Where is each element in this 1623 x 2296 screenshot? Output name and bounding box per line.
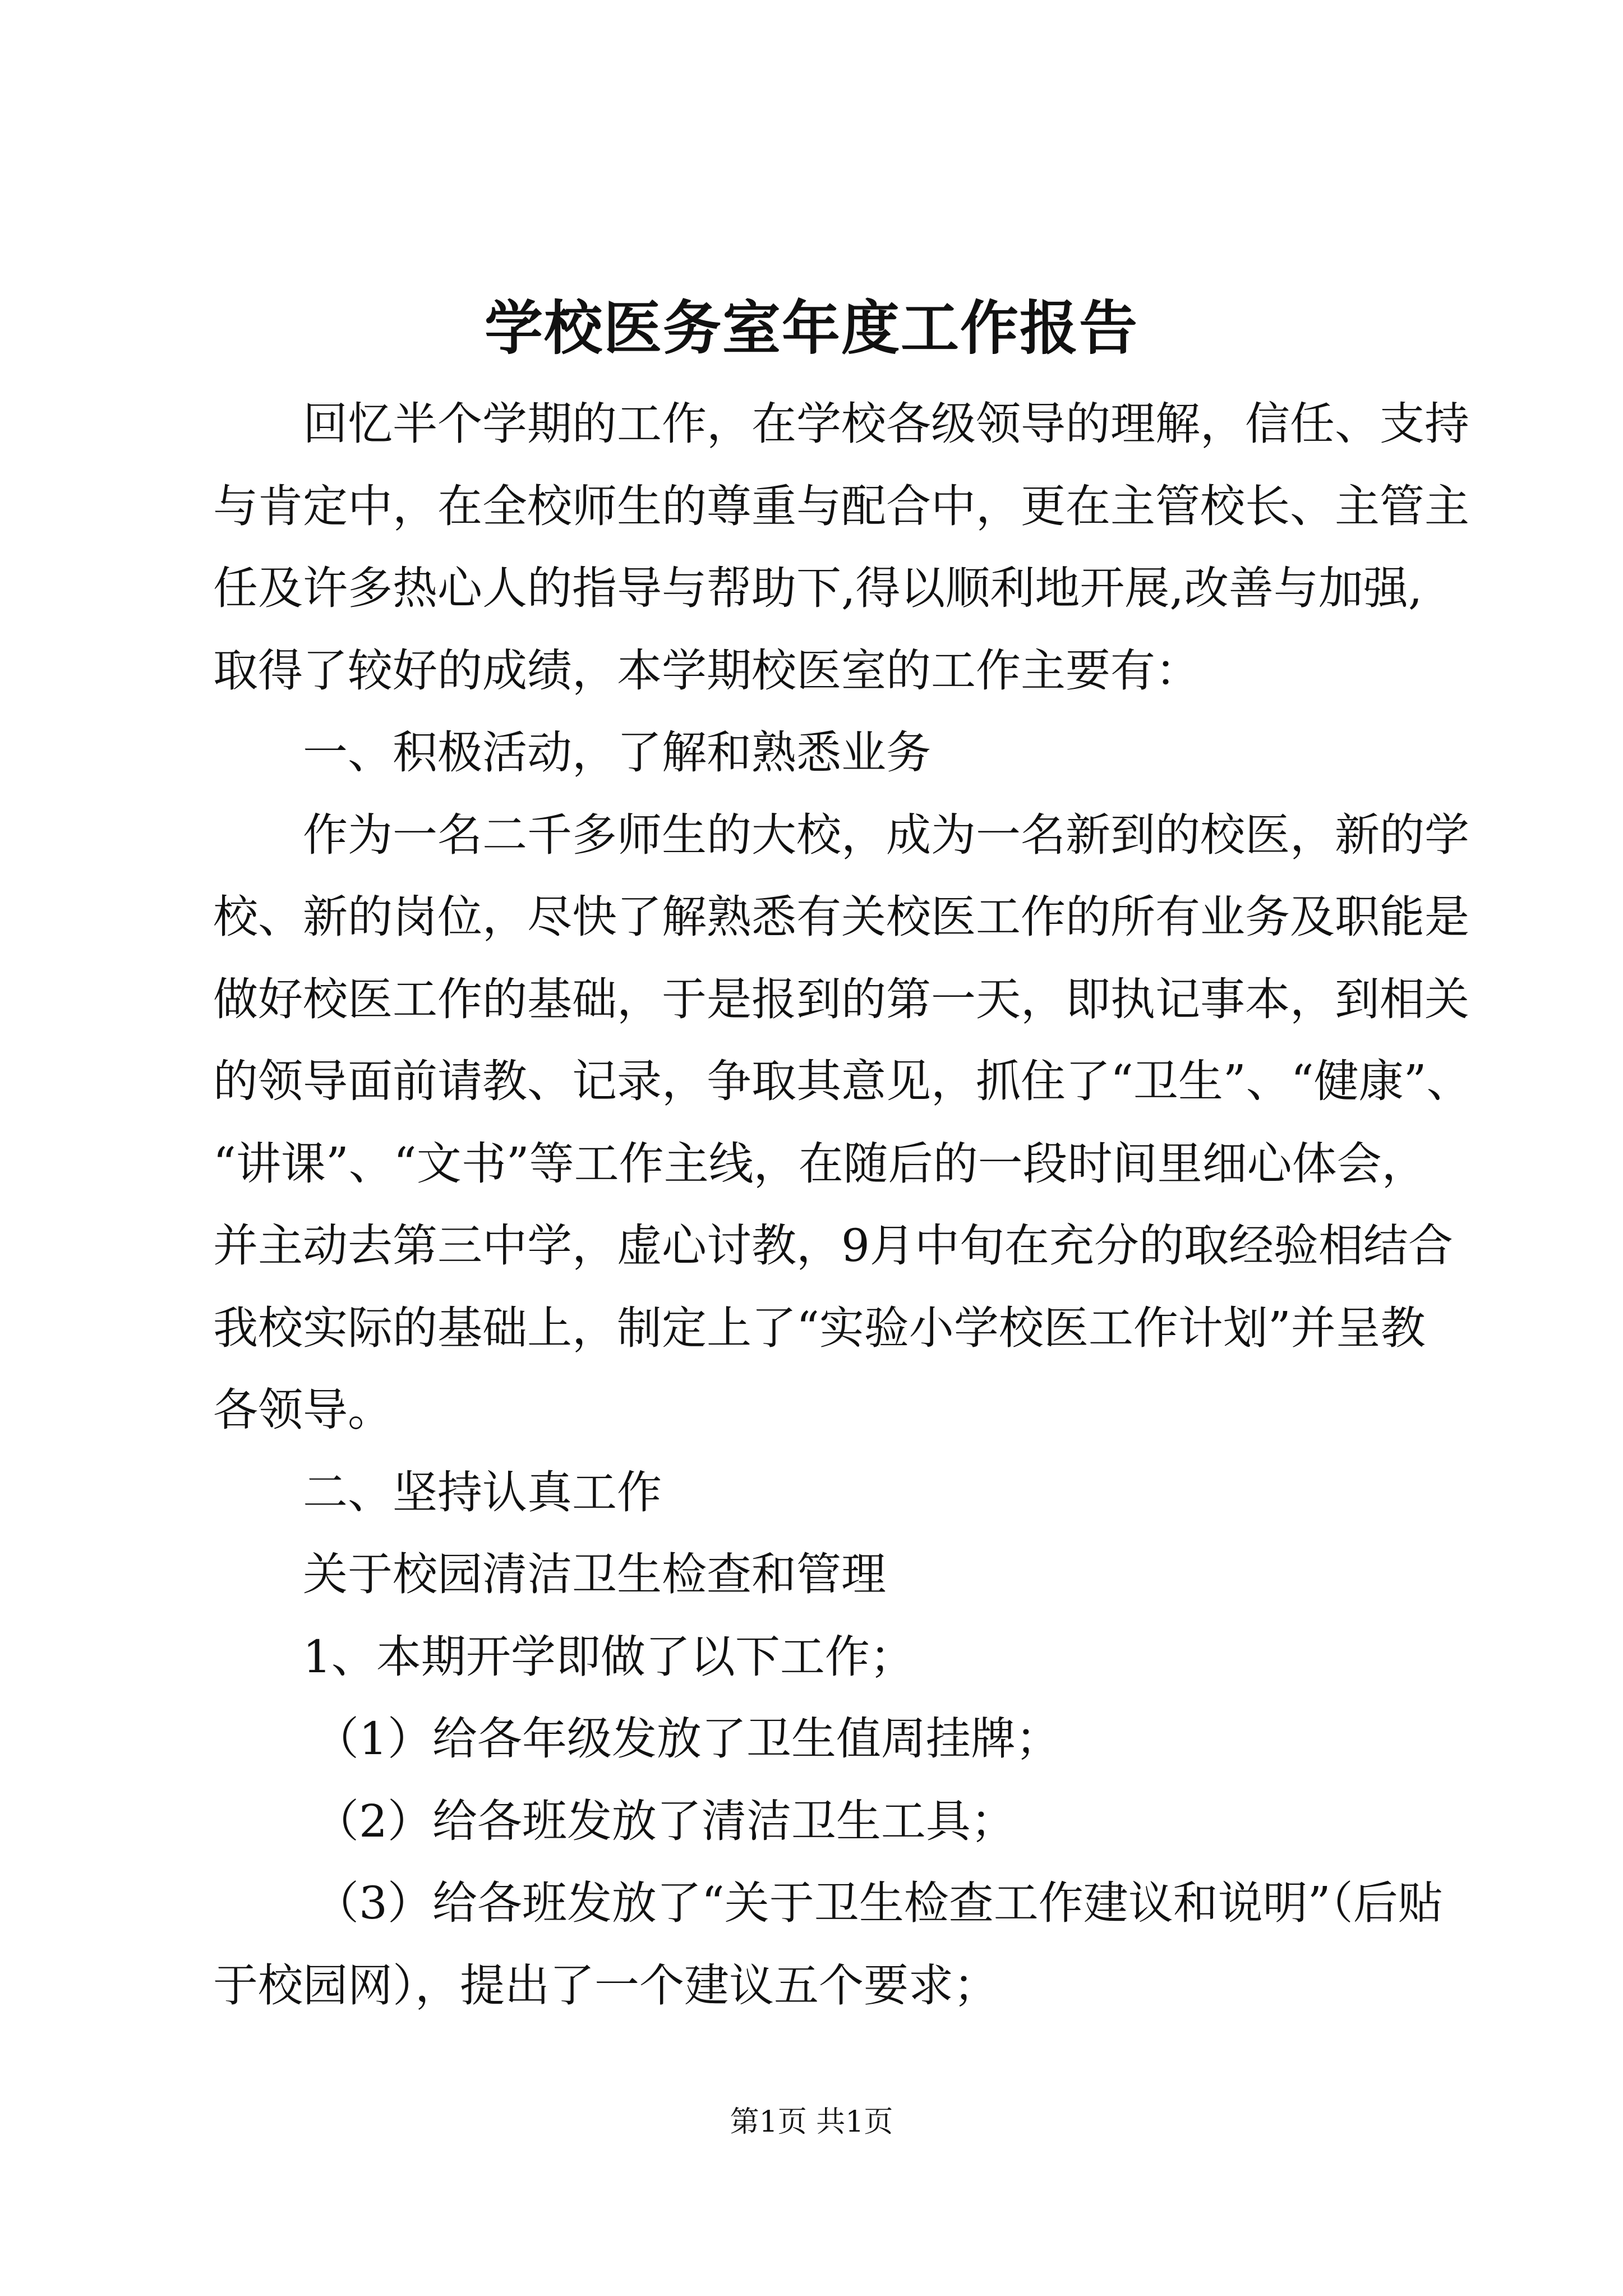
paragraph-line: 作为一名二千多师生的大校，成为一名新到的校医，新的学 xyxy=(303,808,1469,861)
paragraph-line: 各领导。 xyxy=(213,1384,393,1436)
list-item: 1、本期开学即做了以下工作； xyxy=(303,1630,915,1683)
paragraph-line: 的领导面前请教、记录，争取其意见，抓住了“卫生”、“健康”、 xyxy=(213,1055,1472,1107)
document-body xyxy=(213,383,1472,2027)
section-heading: 一、积极活动，了解和熟悉业务 xyxy=(303,726,931,779)
paragraph-line: 与肯定中，在全校师生的尊重与配合中，更在主管校长、主管主 xyxy=(213,480,1469,532)
section-heading: 二、坚持认真工作 xyxy=(303,1466,662,1519)
list-item: （3）给各班发放了“关于卫生检查工作建议和说明”（后贴 xyxy=(314,1877,1443,1929)
paragraph-line: 做好校医工作的基础，于是报到的第一天，即执记事本，到相关 xyxy=(213,973,1469,1025)
paragraph-line: 取得了较好的成绩，本学期校医室的工作主要有： xyxy=(213,644,1200,697)
paragraph-line: 任及许多热心人的指导与帮助下,得以顺利地开展,改善与加强, xyxy=(213,562,1423,614)
paragraph-line: 回忆半个学期的工作，在学校各级领导的理解，信任、支持 xyxy=(303,398,1469,450)
paragraph-line: 校、新的岗位，尽快了解熟悉有关校医工作的所有业务及职能是 xyxy=(213,891,1469,943)
paragraph-line: “讲课”、“文书”等工作主线，在随后的一段时间里细心体会， xyxy=(213,1137,1427,1190)
page-footer: 第1页 共1页 xyxy=(730,2105,893,2139)
list-item: （2）给各班发放了清洁卫生工具； xyxy=(314,1795,1016,1847)
paragraph-line: 于校园网），提出了一个建议五个要求； xyxy=(213,1959,998,2012)
paragraph-line: 并主动去第三中学，虚心讨教，9月中旬在充分的取经验相结合 xyxy=(213,1220,1453,1272)
document-title: 学校医务室年度工作报告 xyxy=(484,293,1138,362)
subsection-heading: 关于校园清洁卫生检查和管理 xyxy=(303,1548,886,1600)
paragraph-line: 我校实际的基础上，制定上了“实验小学校医工作计划”并呈教 xyxy=(213,1301,1426,1354)
list-item: （1）给各年级发放了卫生值周挂牌； xyxy=(314,1713,1061,1765)
